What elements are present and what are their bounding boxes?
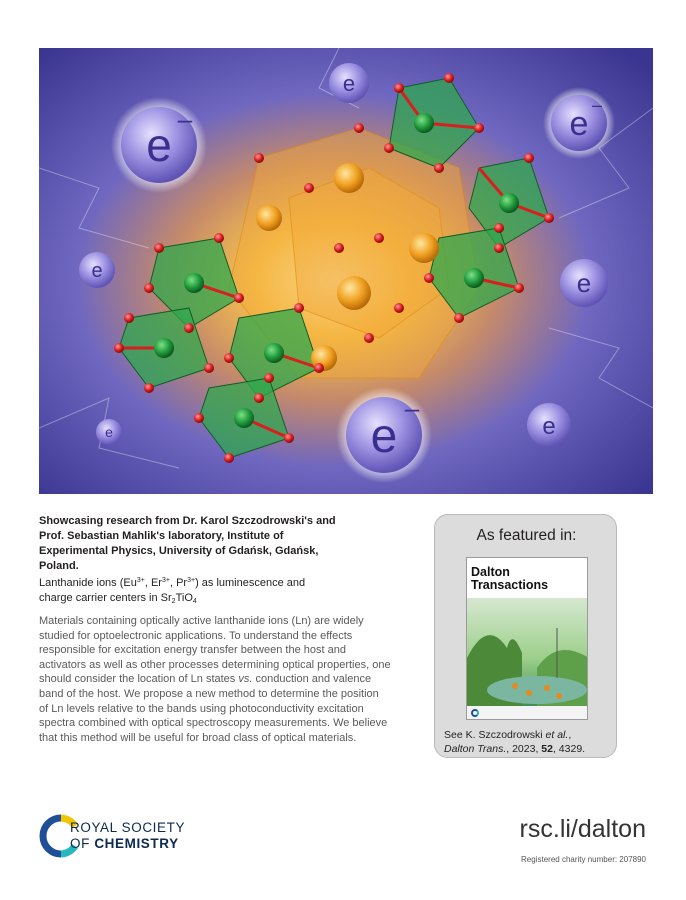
svg-text:e: e (370, 410, 398, 463)
cover-illustration (39, 48, 653, 494)
journal-cover-art (467, 598, 588, 708)
electron-label-large: e (146, 119, 172, 171)
svg-text:e: e (91, 260, 103, 282)
svg-text:e: e (542, 413, 556, 440)
svg-text:e: e (569, 105, 589, 143)
article-abstract: Materials containing optically active lanthanide ions (Ln) are widely studied for optoelectronic applications. To understand the effects responsible for excitation energy transfer between the host and activators as well as other processes determining optical properties, one should consider the location of Ln states vs. conduction and valence band of the host. We propose a new method to determine the position of Ln levels relative to the bands using photoconductivity excitation spectra combined with optical spectroscopy measurements. We believe that this method will be useful for broad class of optical materials. (39, 615, 391, 744)
svg-text:e: e (576, 268, 592, 298)
featured-heading: As featured in: (476, 527, 577, 544)
rsc-wordmark: ROYAL SOCIETY OF CHEMISTRY (70, 820, 186, 851)
svg-text:e: e (342, 71, 356, 96)
showcase-text: Showcasing research from Dr. Karol Szczodrowski's and Prof. Sebastian Mahlik's laboratory, Institute of Experimental Physics, University of Gdańsk, Gdańsk, Poland. (39, 515, 336, 572)
journal-url[interactable]: rsc.li/dalton (519, 815, 646, 843)
journal-cover (466, 557, 588, 720)
svg-text:–: – (591, 95, 603, 115)
journal-cover-footer (467, 706, 588, 719)
featured-citation: See K. Szczodrowski et al., Dalton Trans., 2023, 52, 4329. (444, 729, 586, 755)
svg-text:–: – (177, 104, 193, 134)
charity-number: Registered charity number: 207890 (521, 855, 646, 864)
article-title: Lanthanide ions ($Eu^{3+}$, $Er^{3+}$, $Pr^{3+}$) as luminescence and charge carrier centers in $Sr_2TiO_4$ (39, 577, 306, 605)
svg-text:–: – (404, 393, 420, 423)
featured-panel (434, 514, 617, 758)
svg-text:e: e (105, 424, 113, 440)
journal-cover-title: Dalton Transactions (471, 565, 549, 592)
rsc-mini-logo-icon (471, 709, 479, 717)
